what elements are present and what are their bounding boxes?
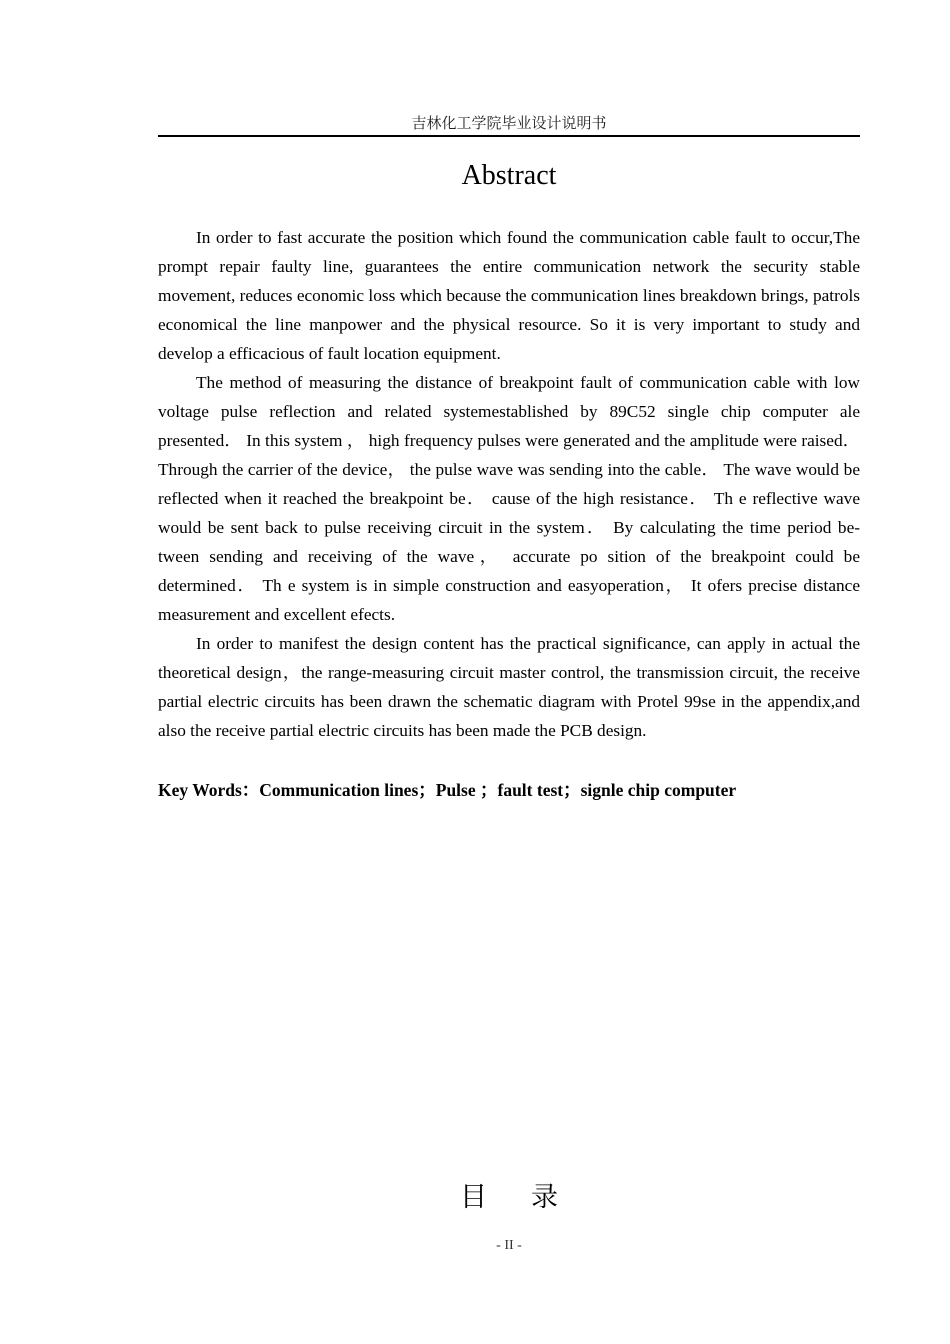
keywords: Key Words：Communication lines；Pulse ；fault test；signle chip computer bbox=[158, 780, 737, 800]
abstract-body bbox=[158, 223, 860, 745]
header-title: 吉林化工学院毕业设计说明书 bbox=[411, 114, 607, 132]
page-header bbox=[158, 113, 860, 137]
abstract-paragraph: In order to manifest the design content has the practical significance, can apply in actual the theoretical design，the range-measuring circuit master control, the transmission circuit, the receive partial electric circuits has been drawn the schematic diagram with Protel 99se in the appendix,and also the receive partial electric circuits has been made the PCB design. bbox=[158, 634, 860, 740]
abstract-paragraph: In order to fast accurate the position which found the communication cable fault to occur,The prompt repair faulty line, guarantees the entire communication network the security stable movement, reduces economic loss which because the communication lines breakdown brings, patrols economical the line manpower and the physical resource. So it is very important to study and develop a efficacious of fault location equipment. bbox=[158, 228, 860, 363]
toc-title: 目录 bbox=[460, 1182, 602, 1213]
page-number: - II - bbox=[496, 1238, 522, 1253]
abstract-paragraph: The method of measuring the distance of breakpoint fault of communication cable with low voltage pulse reflection and related systemestablished by 89C52 single chip computer ale presented． In this system ， high frequency pulses were generated and the amplitude were raised． Through the carrier of the device， the pulse wave was sending into the cable． The wave would be reflected when it reached the breakpoint be． cause of the high resistance． Th e reflective wave would be sent back to pulse receiving circuit in the system． By calculating the time period be-tween sending and receiving of the wave， accurate po sition of the breakpoint could be determined． Th e system is in simple construction and easyoperation， It ofers precise distance measurement and excellent efects. bbox=[158, 373, 860, 624]
abstract-title: Abstract bbox=[461, 160, 557, 191]
